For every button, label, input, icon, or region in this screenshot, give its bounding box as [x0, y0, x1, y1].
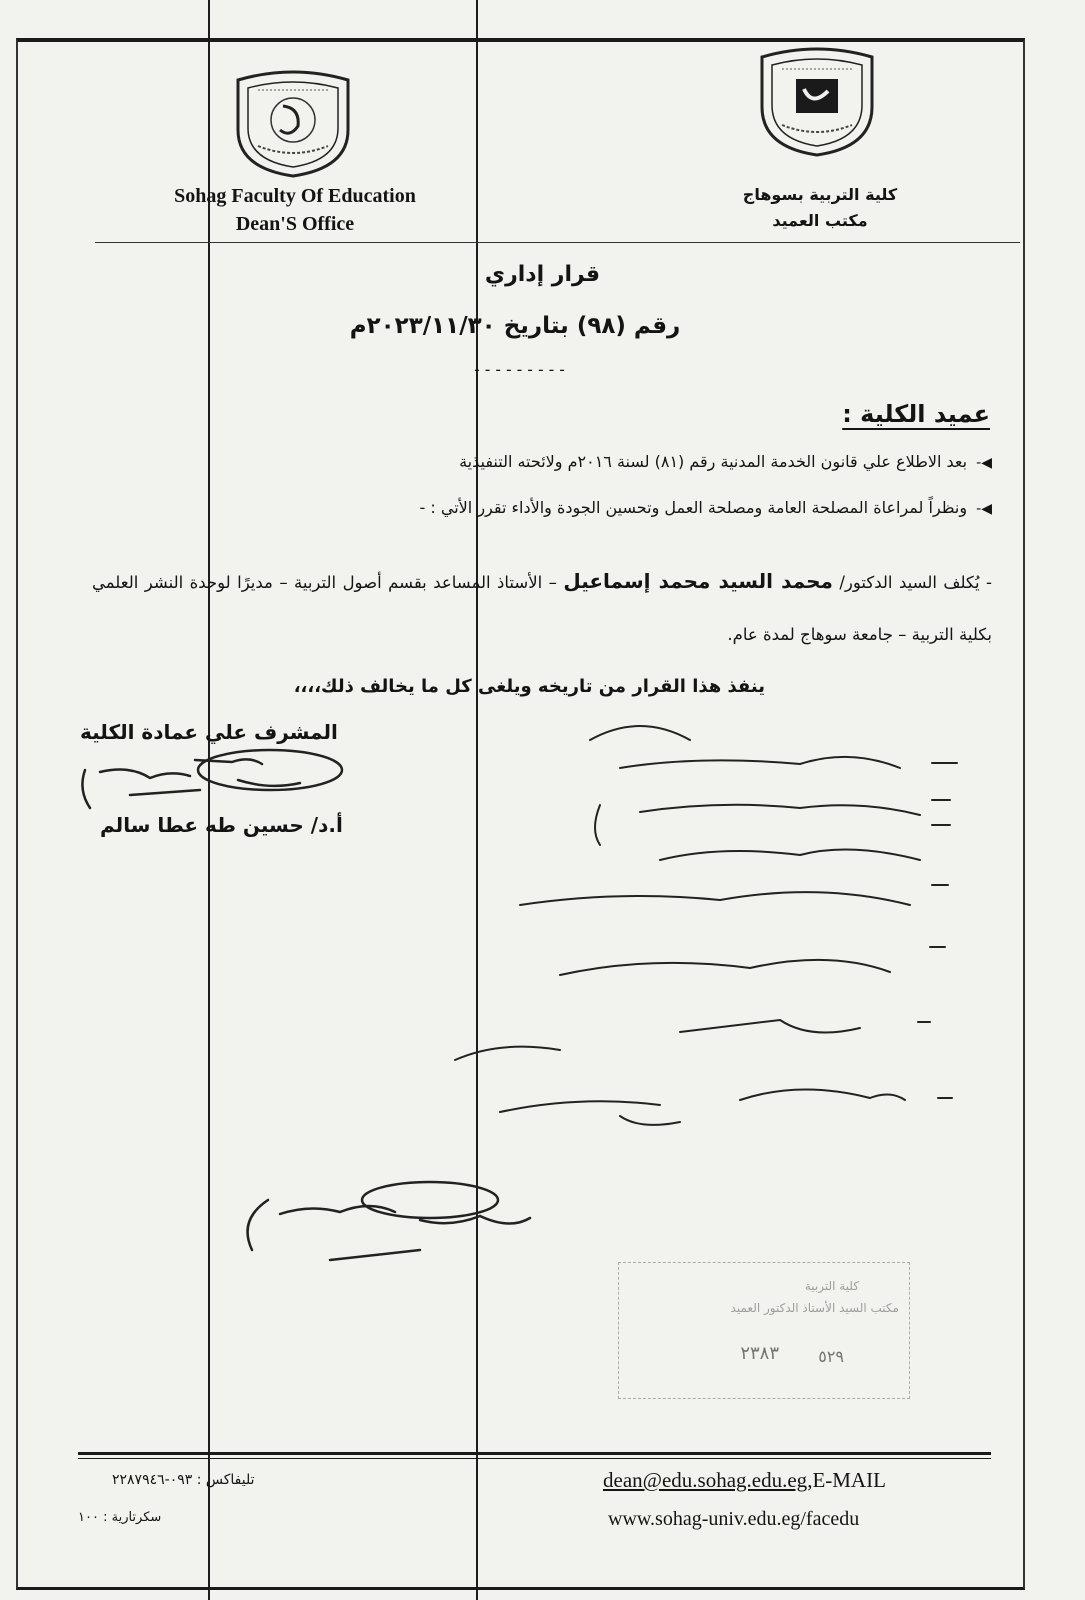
email-address[interactable]: dean@edu.sohag.edu.eg	[603, 1468, 808, 1492]
footer-website[interactable]: www.sohag-univ.edu.eg/facedu	[608, 1508, 860, 1530]
secretary-label: سكرتارية :	[103, 1510, 162, 1525]
fax-number: ٠٩٣-٢٢٨٧٩٤٦	[112, 1472, 193, 1488]
clause-1-text: بعد الاطلاع علي قانون الخدمة المدنية رقم (٨١) لسنة ٢٠١٦م ولائحته التنفيذية	[459, 452, 968, 471]
stamp-line-2: مكتب السيد الأستاذ الدكتور العميد	[730, 1301, 899, 1315]
faculty-name-ar: كلية التربية بسوهاج	[742, 185, 898, 204]
decision-number: رقم (٩٨) بتاريخ ٢٠٢٣/١١/٣٠م	[349, 313, 681, 339]
footer-secretary	[78, 1510, 161, 1525]
top-signature	[82, 750, 342, 808]
stamp-number: ٢٣٨٣	[740, 1343, 779, 1364]
distribution-item	[555, 1047, 935, 1099]
dean-heading: عميد الكلية :	[842, 400, 990, 428]
assignee-name: محمد السيد محمد إسماعيل	[563, 569, 833, 593]
footer-divider-thick	[78, 1452, 991, 1455]
decision-title: قرار إداري	[484, 262, 601, 287]
office-name-en: Dean'S Office	[235, 213, 355, 235]
footer-fax	[112, 1472, 255, 1488]
assignment-intro: - يُكلف السيد الدكتور/	[839, 573, 993, 592]
secretary-ext: ١٠٠	[78, 1510, 99, 1525]
footer-divider-thin	[78, 1458, 991, 1459]
distribution-item	[555, 891, 935, 943]
handwritten-date	[330, 1245, 419, 1266]
distribution-item	[555, 943, 935, 995]
stamp-ref: ٥٢٩	[818, 1347, 844, 1366]
distribution-item	[555, 995, 935, 1047]
clause-2-text: ونظراً لمراعاة المصلحة العامة ومصلحة العمل وتحسين الجودة والأداء تقرر الأتي : -	[419, 498, 968, 517]
execution-clause: ينفذ هذا القرار من تاريخه ويلغى كل ما يخالف ذلك،،،،	[293, 676, 765, 697]
email-separator: ,	[807, 1468, 813, 1492]
faculty-name-en: Sohag Faculty Of Education	[174, 185, 416, 207]
bullet-arrow-icon: ◀-	[976, 455, 992, 471]
assignment-details: – الأستاذ المساعد بقسم أصول التربية – مديرًا لوحدة النشر العلمي بكلية التربية – جامعة سوهاج لمدة عام.	[92, 573, 992, 644]
distribution-list	[555, 735, 935, 1099]
distribution-item	[555, 735, 935, 787]
email-label: E-MAIL	[812, 1468, 886, 1492]
distribution-item	[555, 839, 935, 891]
distribution-item	[555, 787, 935, 839]
supervisor-title: المشرف علي عمادة الكلية	[80, 720, 338, 744]
signer-name: أ.د/ حسين طه عطا سالم	[100, 813, 343, 837]
fax-label: تليفاكس :	[196, 1472, 255, 1488]
office-name-ar: مكتب العميد	[772, 211, 868, 230]
stamp-line-1: كلية التربية	[804, 1279, 859, 1293]
registry-stamp	[618, 1262, 910, 1399]
separator-dashes: ---------	[472, 360, 568, 379]
footer-email[interactable]	[603, 1468, 886, 1493]
bullet-arrow-icon: ◀-	[976, 501, 992, 517]
